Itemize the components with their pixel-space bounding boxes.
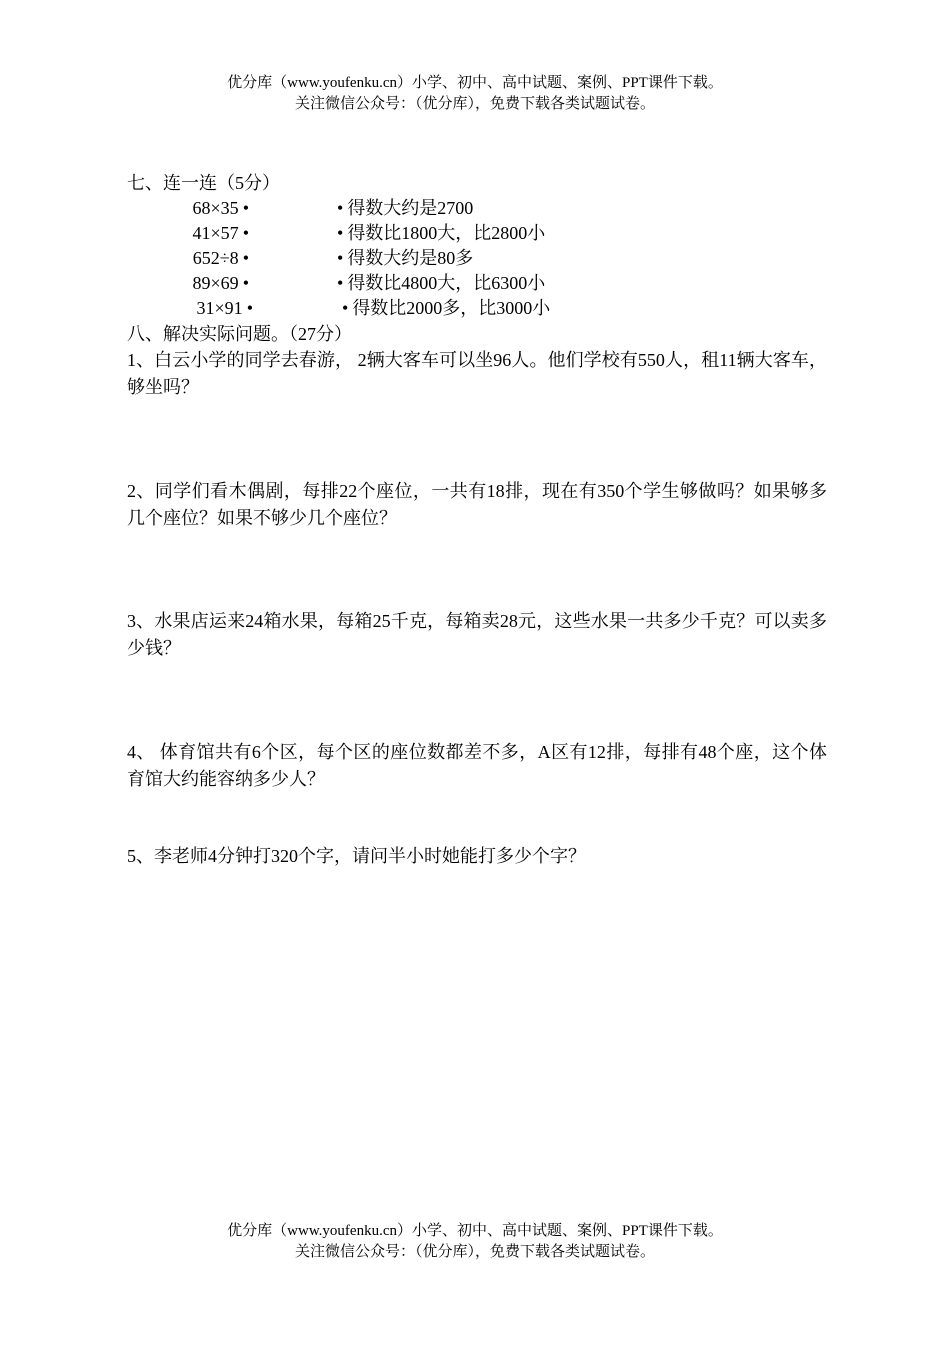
section-7-title: 七、连一连（5分）	[127, 173, 280, 193]
match-right-item[interactable]: • 得数比4800大，比6300小	[337, 273, 546, 293]
worksheet-content	[127, 170, 827, 870]
match-left-item[interactable]: 652÷8 •	[192, 248, 249, 268]
problem-1: 1、白云小学的同学去春游， 2辆大客车可以坐96人。他们学校有550人，租11辆大客车，够坐吗？	[127, 350, 827, 397]
footer-line-2: 关注微信公众号：（优分库），免费下载各类试题试卷。	[294, 1244, 655, 1260]
match-left-item[interactable]: 31×91 •	[196, 298, 253, 318]
match-row	[127, 196, 827, 221]
page-footer	[0, 1221, 950, 1263]
section-8-title: 八、解决实际问题。（27分）	[127, 324, 352, 344]
match-right-item[interactable]: • 得数比2000多，比3000小	[342, 298, 551, 318]
match-row	[127, 271, 827, 296]
header-line-1: 优分库（www.youfenku.cn）小学、初中、高中试题、案例、PPT课件下载。	[227, 75, 723, 91]
problem-4: 4、 体育馆共有6个区，每个区的座位数都差不多，A区有12排，每排有48个座，这个体育馆大约能容纳多少人？	[127, 742, 827, 789]
match-row	[127, 296, 827, 321]
header-line-2: 关注微信公众号：（优分库），免费下载各类试题试卷。	[294, 96, 655, 112]
problem-5: 5、李老师4分钟打320个字，请问半小时她能打多少个字？	[127, 846, 586, 866]
match-right-item[interactable]: • 得数大约是80多	[337, 248, 474, 268]
match-right-item[interactable]: • 得数大约是2700	[337, 198, 474, 218]
match-right-item[interactable]: • 得数比1800大，比2800小	[337, 223, 546, 243]
page-header	[0, 73, 950, 115]
match-row	[127, 221, 827, 246]
problem-2: 2、同学们看木偶剧，每排22个座位，一共有18排，现在有350个学生够做吗？如果够多几个座位？如果不够少几个座位？	[127, 481, 827, 528]
match-row	[127, 246, 827, 271]
match-left-item[interactable]: 89×69 •	[192, 273, 249, 293]
match-left-item[interactable]: 68×35 •	[192, 198, 249, 218]
problem-3: 3、水果店运来24箱水果，每箱25千克，每箱卖28元，这些水果一共多少千克？可以卖多少钱？	[127, 611, 827, 658]
footer-line-1: 优分库（www.youfenku.cn）小学、初中、高中试题、案例、PPT课件下载。	[227, 1223, 723, 1239]
match-left-item[interactable]: 41×57 •	[192, 223, 249, 243]
